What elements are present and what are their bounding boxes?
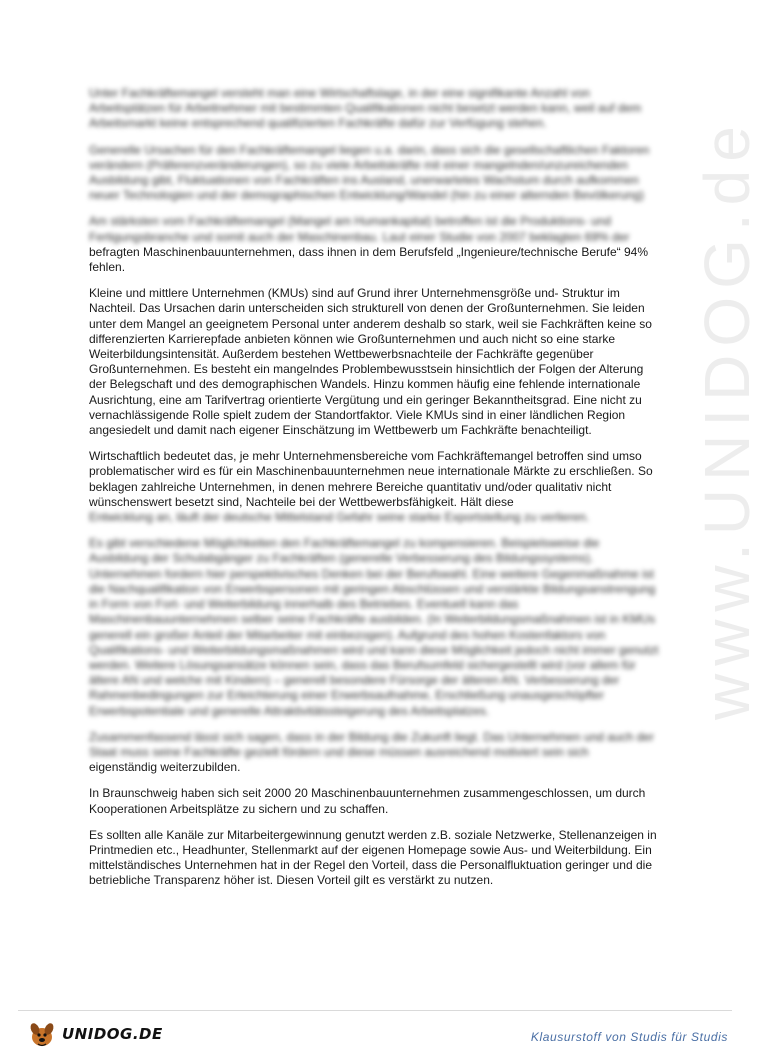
- document-body: [89, 86, 659, 900]
- paragraph-economic: Wirtschaftlich bedeutet das, je mehr Unternehmensbereiche vom Fachkräftemangel betroffen sind umso problematischer wird es für ein Maschinenbauunternehmen neue internationale Märkte zu erschließen. So beklagen zahlreiche Unternehmen, in denen mehrere Bereiche quantitativ und/oder qualitativ nicht wünschenswert besetzt sind, Nachteile bei der Wettbewerbsfähigkeit. Hält diese: [89, 449, 653, 509]
- dog-mascot-icon: [26, 1019, 58, 1049]
- paragraph-kmu: Kleine und mittlere Unternehmen (KMUs) sind auf Grund ihrer Unternehmensgröße und- Struktur im Nachteil. Das Ursachen darin unterscheiden sich strukturell von denen der Großunternehmen. Sie leiden unter dem Mangel an geeignetem Personal unter anderem deshalb so stark, weil sie Fachkräften keine so differenzierten Karrierepfade anbieten können wie Großunternehmen und auch nicht so eine starke Weiterbildungsintensität. Außerdem bestehen Wettbewerbsnachteile der Fachkräfte gegenüber Großunternehmen. Es besteht ein mangelndes Problembewusstsein hinsichtlich der Folgen der Alterung der Belegschaft und des demographischen Wandels. Hinzu kommen häufig eine fehlende internationale Ausrichtung, eine am Tarifvertrag orientierte Vergütung und ein geringer Bekanntheitsgrad. Eine nicht zu vernachlässigende Rolle spielt zudem der Standortfaktor. Viele KMUs sind in einer ländlichen Region angesiedelt und damit nach eigener Einschätzung im Wettbewerb um Fachkräfte benachteiligt.: [89, 286, 652, 438]
- paragraph-summary: Zusammenfassend lässt sich sagen, dass in der Bildung die Zukunft liegt. Das Unternehmen und auch der Staat muss seine Fachkräfte gezielt fördern und diese müssen ausreichend motiviert sein sich: [89, 729, 654, 759]
- footer-tagline: Klausurstoff von Studis für Studis: [530, 1030, 728, 1044]
- paragraph-definition: Unter Fachkräftemangel versteht man eine Wirtschaftslage, in der eine signifikante Anzahl von Arbeitsplätzen für Arbeitnehmer mit bestimmten Qualifikationen nicht besetzt werden kann, weil auf dem Arbeitsmarkt keine entsprechend qualifizierten Fachkräfte dafür zur Verfügung stehen.: [89, 86, 642, 131]
- watermark: www.UNIDOG.de: [691, 118, 763, 720]
- paragraph-braunschweig: In Braunschweig haben sich seit 2000 20 Maschinenbauunternehmen zusammengeschlossen, um durch Kooperationen Arbeitsplätze zu sichern und zu schaffen.: [89, 786, 646, 816]
- unidog-logo: [26, 1016, 163, 1052]
- footer-divider: [18, 1010, 732, 1011]
- paragraph-economic-cont: Entwicklung an, läuft der deutsche Mittelstand Gefahr seine starke Exportstellung zu verlieren.: [89, 510, 590, 525]
- paragraph-sectors: Am stärksten vom Fachkräftemangel (Mangel am Humankapital) betroffen ist die Produktions- und Fertigungsbranche und somit auch der Maschinenbau. Laut einer Studie von 2007 beklagten 69% der: [89, 214, 630, 244]
- paragraph-sectors-cont: befragten Maschinenbauunternehmen, dass ihnen in dem Berufsfeld „Ingenieure/technische Berufe“ 94% fehlen.: [89, 244, 649, 275]
- paragraph-summary-cont: eigenständig weiterzubilden.: [89, 760, 241, 775]
- paragraph-causes: Generelle Ursachen für den Fachkräftemangel liegen u.a. darin, dass sich die gesellschaftlichen Faktoren verändern (Präferenzveränderungen), so zu viele Arbeitskräfte mit einer mangelnden/unzureichenden Ausbildung gibt, Fluktuationen von Fachkräften ins Ausland, unerwartetes Wachstum durch aufkommen neuer Technologien und der demographischen Entwicklung/Wandel (hin zu einer alternden Bevölkerung): [89, 142, 650, 203]
- logo-text: UNIDOG.DE: [62, 1025, 163, 1043]
- paragraph-measures: Es gibt verschiedene Möglichkeiten den Fachkräftemangel zu kompensieren. Beispielsweise die Ausbildung der Schulabgänger zu Fachkräften (generelle Verbesserung des Bildungssystems). Unternehmen fordern hier perspektivisches Denken bei der Berufswahl. Eine weitere Gegenmaßnahme ist die Nachqualifikation von Erwerbspersonen mit geringen Abschlüssen und verstärkte Bildungsanstrengung in Form von Fort- und Weiterbildung innerhalb des Betriebes. Eventuell kann das Maschinenbauunternehmen selber seine Fachkräfte ausbilden. (In Weiterbildungsmaßnahmen ist in KMUs generell ein großer Anteil der Mitarbeiter mit einbezogen). Aufgrund des hohen Kostenfaktors von Qualifikations- und Weiterbildungsmaßnahmen wird und kann diese Möglichkeit jedoch nicht immer genutzt werden. Weitere Lösungsansätze können sein, dass das Berufsumfeld sichergestellt wird (vor allem für ältere AN und welche mit Kindern) – generell besondere Fürsorge der älteren AN. Verbesserung der Rahmenbedingungen zur Erleichterung einer Erwerbsaufnahme, Erschließung unausgeschöpfter Erwerbspotentiale und generelle Attraktivitätssteigerung des Arbeitsplatzes.: [89, 536, 659, 718]
- paragraph-channels: Es sollten alle Kanäle zur Mitarbeitergewinnung genutzt werden z.B. soziale Netzwerke, Stellenanzeigen in Printmedien etc., Headhunter, Stellenmarkt auf der eigenen Homepage sowie Aus- und Weiterbildung. Ein mittelständisches Unternehmen hat in der Regel den Vorteil, dass die Personalfluktuation geringer und die betriebliche Transparenz höher ist. Diesen Vorteil gilt es verstärkt zu nutzen.: [89, 827, 657, 888]
